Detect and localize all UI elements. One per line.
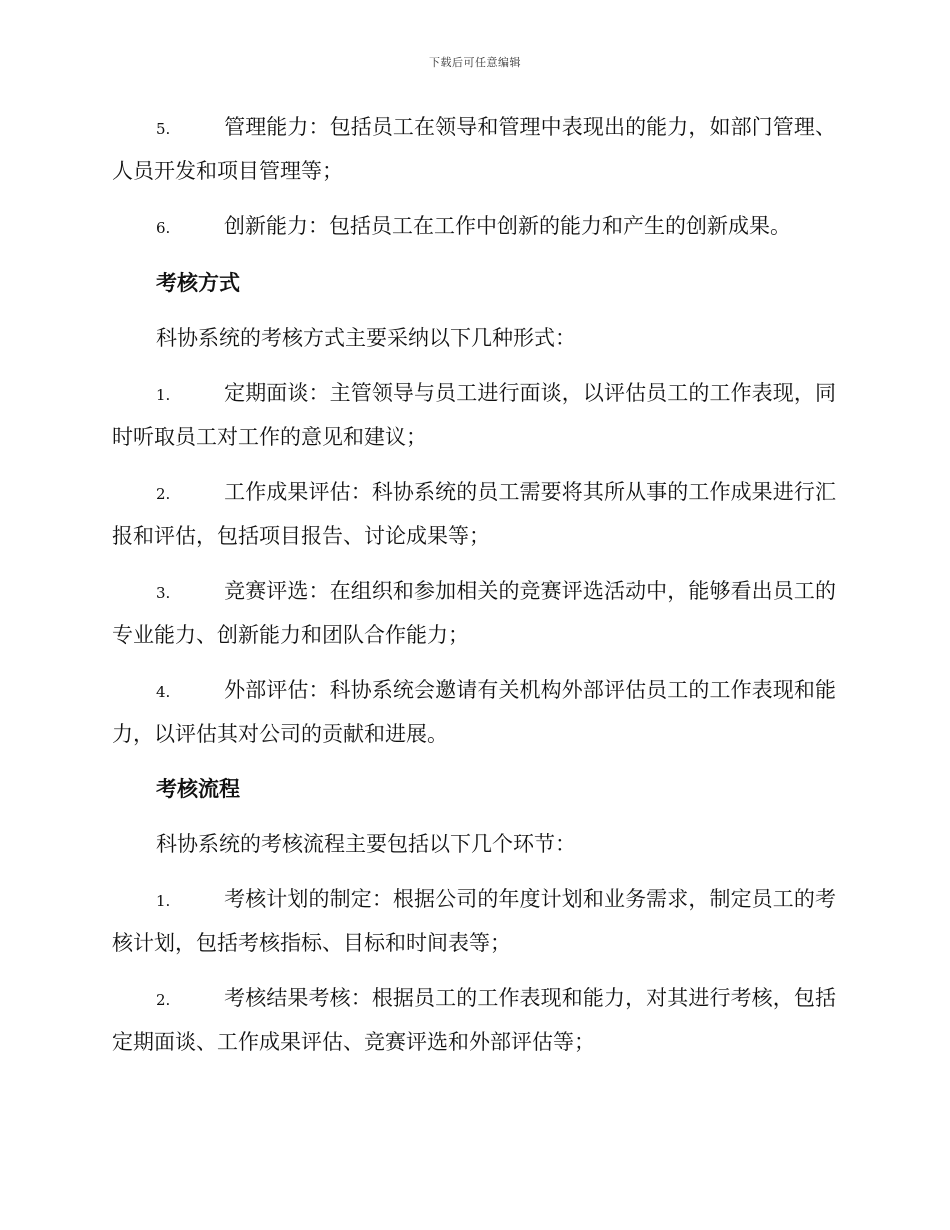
list-item-number: 1.: [156, 892, 171, 910]
list-item-text: 定期面谈：主管领导与员工进行面谈，以评估员工的工作表现，同时听取员工对工作的意见和建议；: [112, 381, 836, 449]
section-intro-method: 科协系统的考核方式主要采纳以下几种形式：: [156, 326, 576, 350]
list-item-text: 外部评估：科协系统会邀请有关机构外部评估员工的工作表现和能力，以评估其对公司的贡献和进展。: [112, 678, 836, 746]
list-item-number: 2.: [156, 485, 171, 503]
page-header: 下载后可任意编辑: [429, 56, 521, 69]
section-heading-process: 考核流程: [156, 777, 240, 801]
list-item-text: 工作成果评估：科协系统的员工需要将其所从事的工作成果进行汇报和评估，包括项目报告、讨论成果等；: [112, 480, 836, 548]
list-item: [112, 878, 836, 964]
list-item: [112, 106, 836, 192]
list-item-text: 考核结果考核：根据员工的工作表现和能力，对其进行考核，包括定期面谈、工作成果评估、竞赛评选和外部评估等；: [112, 986, 836, 1054]
list-item: [112, 570, 836, 656]
section-heading-method: 考核方式: [156, 271, 240, 295]
list-item-number: 4.: [156, 683, 171, 701]
list-item: [112, 205, 836, 249]
list-item-text: 考核计划的制定：根据公司的年度计划和业务需求，制定员工的考核计划，包括考核指标、目标和时间表等；: [112, 887, 836, 955]
section-intro-process: 科协系统的考核流程主要包括以下几个环节：: [156, 832, 576, 856]
list-item-number: 1.: [156, 386, 171, 404]
list-item: [112, 471, 836, 557]
list-item-number: 6.: [156, 219, 171, 237]
list-item-text: 创新能力：包括员工在工作中创新的能力和产生的创新成果。: [224, 214, 791, 238]
list-item-text: 竞赛评选：在组织和参加相关的竞赛评选活动中，能够看出员工的专业能力、创新能力和团队合作能力；: [112, 579, 836, 647]
list-item-number: 5.: [156, 120, 171, 138]
list-item-number: 3.: [156, 584, 171, 602]
list-item-text: 管理能力：包括员工在领导和管理中表现出的能力，如部门管理、人员开发和项目管理等；: [112, 115, 836, 183]
list-item-number: 2.: [156, 991, 171, 1009]
list-item: [112, 669, 836, 755]
list-item: [112, 372, 836, 458]
list-item: [112, 977, 836, 1063]
document-body: [112, 106, 836, 1076]
